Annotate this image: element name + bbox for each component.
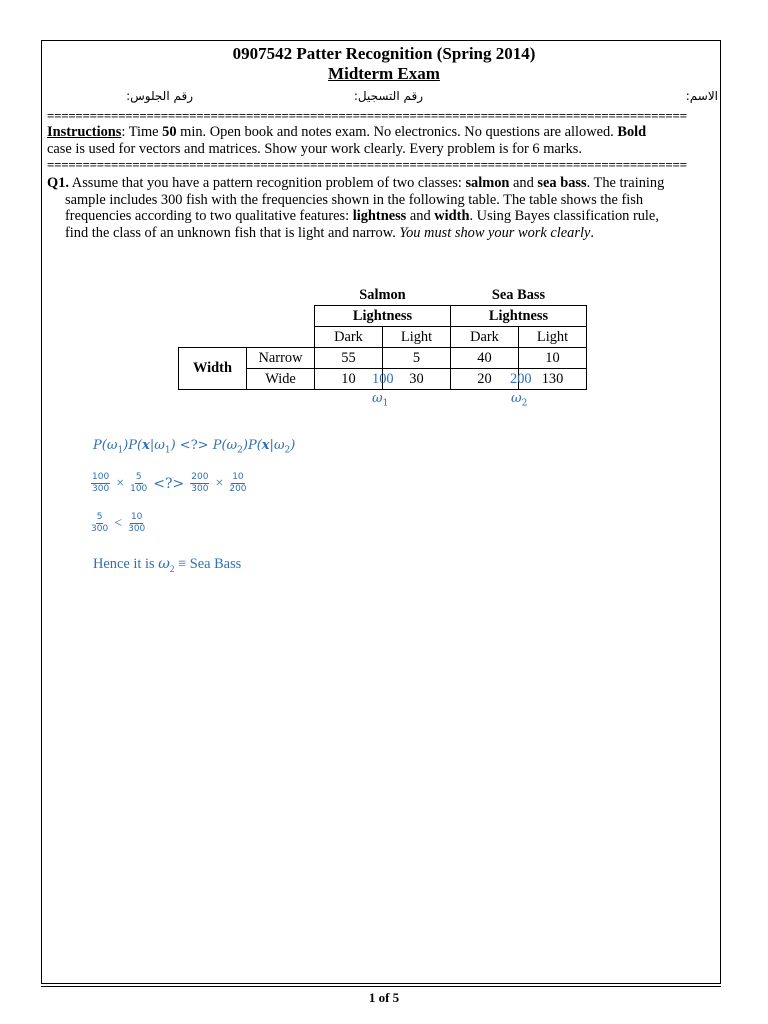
numeric-comparison-equation: $\frac{100}{300}$ × $\frac{5}{100}$ <?> $\frac{200}{300}$ × $\frac{10}{200}$ <box>92 472 247 494</box>
seat-number-label: رقم الجلوس: <box>126 89 193 103</box>
instructions-label: Instructions <box>47 124 122 140</box>
question-line-3: frequencies according to two qualitative features: lightness and width. Using Bayes classification rule, <box>65 208 659 224</box>
row-group-label: Width <box>179 348 247 390</box>
table-row <box>179 348 587 369</box>
feature-header: Lightness <box>451 306 587 327</box>
separator-line: ========================================================================================== <box>47 158 687 171</box>
row-label: Wide <box>247 369 315 390</box>
row-label: Narrow <box>247 348 315 369</box>
bayes-comparison-equation: $P(\omega_1)P(x|\omega_1)$ <?> $P(\omega_2)P(x|\omega_2)$ <box>93 438 296 456</box>
feature-header: Lightness <box>315 306 451 327</box>
table-cell: 10 <box>315 369 383 390</box>
sea-bass-total: 200 <box>510 371 532 387</box>
question-number: Q1. <box>47 175 69 191</box>
table-cell: 20 <box>451 369 519 390</box>
page-number: 1 of 5 <box>368 990 400 1005</box>
question-line-4: find the class of an unknown fish that is light and narrow. You must show your work clearly. <box>65 225 594 241</box>
course-title: 0907542 Patter Recognition (Spring 2014) <box>232 44 536 63</box>
table-cell: 5 <box>383 348 451 369</box>
omega-2-label: $\omega_2$ <box>511 391 528 409</box>
name-label: الاسم: <box>685 89 718 103</box>
result-inequality: $\frac{5}{300}$ < $\frac{10}{300}$ <box>91 512 146 534</box>
table-cell: 40 <box>451 348 519 369</box>
class-header-salmon: Salmon <box>315 285 451 306</box>
conclusion: Hence it is $\omega_2$ ≡ Sea Bass <box>93 556 242 574</box>
instructions-line-2: case is used for vectors and matrices. Show your work clearly. Every problem is for 6 marks. <box>47 141 582 157</box>
sub-header: Dark <box>451 327 519 348</box>
question-line-2: sample includes 300 fish with the frequencies shown in the following table. The table shows the fish <box>65 192 644 208</box>
omega-1-label: $\omega_1$ <box>372 391 389 409</box>
salmon-total: 100 <box>372 371 394 387</box>
instructions-line-1: Instructions: Time 50 min. Open book and notes exam. No electronics. No questions are allowed. Bold <box>47 124 647 140</box>
sub-header: Light <box>519 327 587 348</box>
sub-header: Light <box>383 327 451 348</box>
exam-title: Midterm Exam <box>328 64 440 83</box>
registration-number-label: رقم التسجيل: <box>353 89 423 103</box>
separator-line: ========================================================================================== <box>47 109 687 122</box>
sub-header: Dark <box>315 327 383 348</box>
page-border-bottom <box>41 986 721 987</box>
table-cell: 10 <box>519 348 587 369</box>
table-cell: 55 <box>315 348 383 369</box>
table-cell: 130 <box>519 369 587 390</box>
class-header-sea-bass: Sea Bass <box>451 285 587 306</box>
table-cell: 30 <box>383 369 451 390</box>
question-line-1: Q1. Assume that you have a pattern recognition problem of two classes: salmon and sea bass. The training <box>47 175 665 191</box>
